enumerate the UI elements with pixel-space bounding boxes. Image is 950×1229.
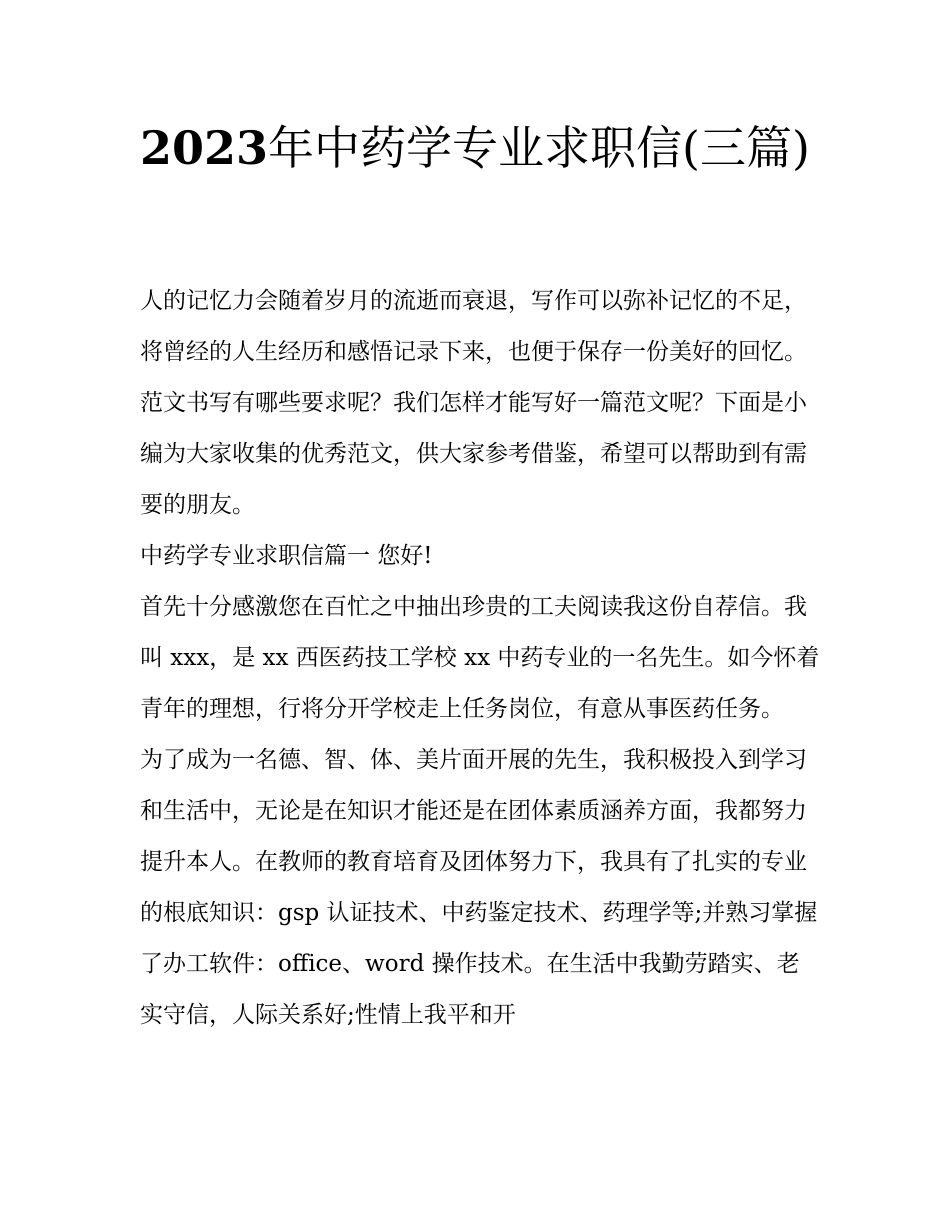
title-year: 2023 <box>140 121 269 175</box>
intro-paragraph: 人的记忆力会随着岁月的流逝而衰退，写作可以弥补记忆的不足，将曾经的人生经历和感悟记录下来，也便于保存一份美好的回忆。范文书写有哪些要求呢？我们怎样才能写好一篇范文呢？下面是小编为大家收集的优秀范文，供大家参考借鉴，希望可以帮助到有需要的朋友。 <box>140 288 807 518</box>
document-body <box>140 276 820 1041</box>
body-paragraph: 首先十分感激您在百忙之中抽出珍贵的工夫阅读我这份自荐信。我叫 xxx，是 xx 西医药技工学校 xx 中药专业的一名先生。如今怀着青年的理想，行将分开学校走上任务岗位，有意从事医药任务。 <box>140 594 820 722</box>
title-text: 年中药学专业求职信(三篇) <box>268 121 810 175</box>
body-paragraph: 为了成为一名德、智、体、美片面开展的先生，我积极投入到学习和生活中，无论是在知识才能还是在团体素质涵养方面，我都努力提升本人。在教师的教育培育及团体努力下，我具有了扎实的专业的根底知识：gsp 认证技术、中药鉴定技术、药理学等;并熟习掌握了办工软件：office、word 操作技术。在生活中我勤劳踏实、老实守信，人际关系好;性情上我平和开 <box>140 747 818 1028</box>
document-title <box>140 110 820 186</box>
letter-heading: 中药学专业求职信篇一 您好! <box>140 543 433 569</box>
